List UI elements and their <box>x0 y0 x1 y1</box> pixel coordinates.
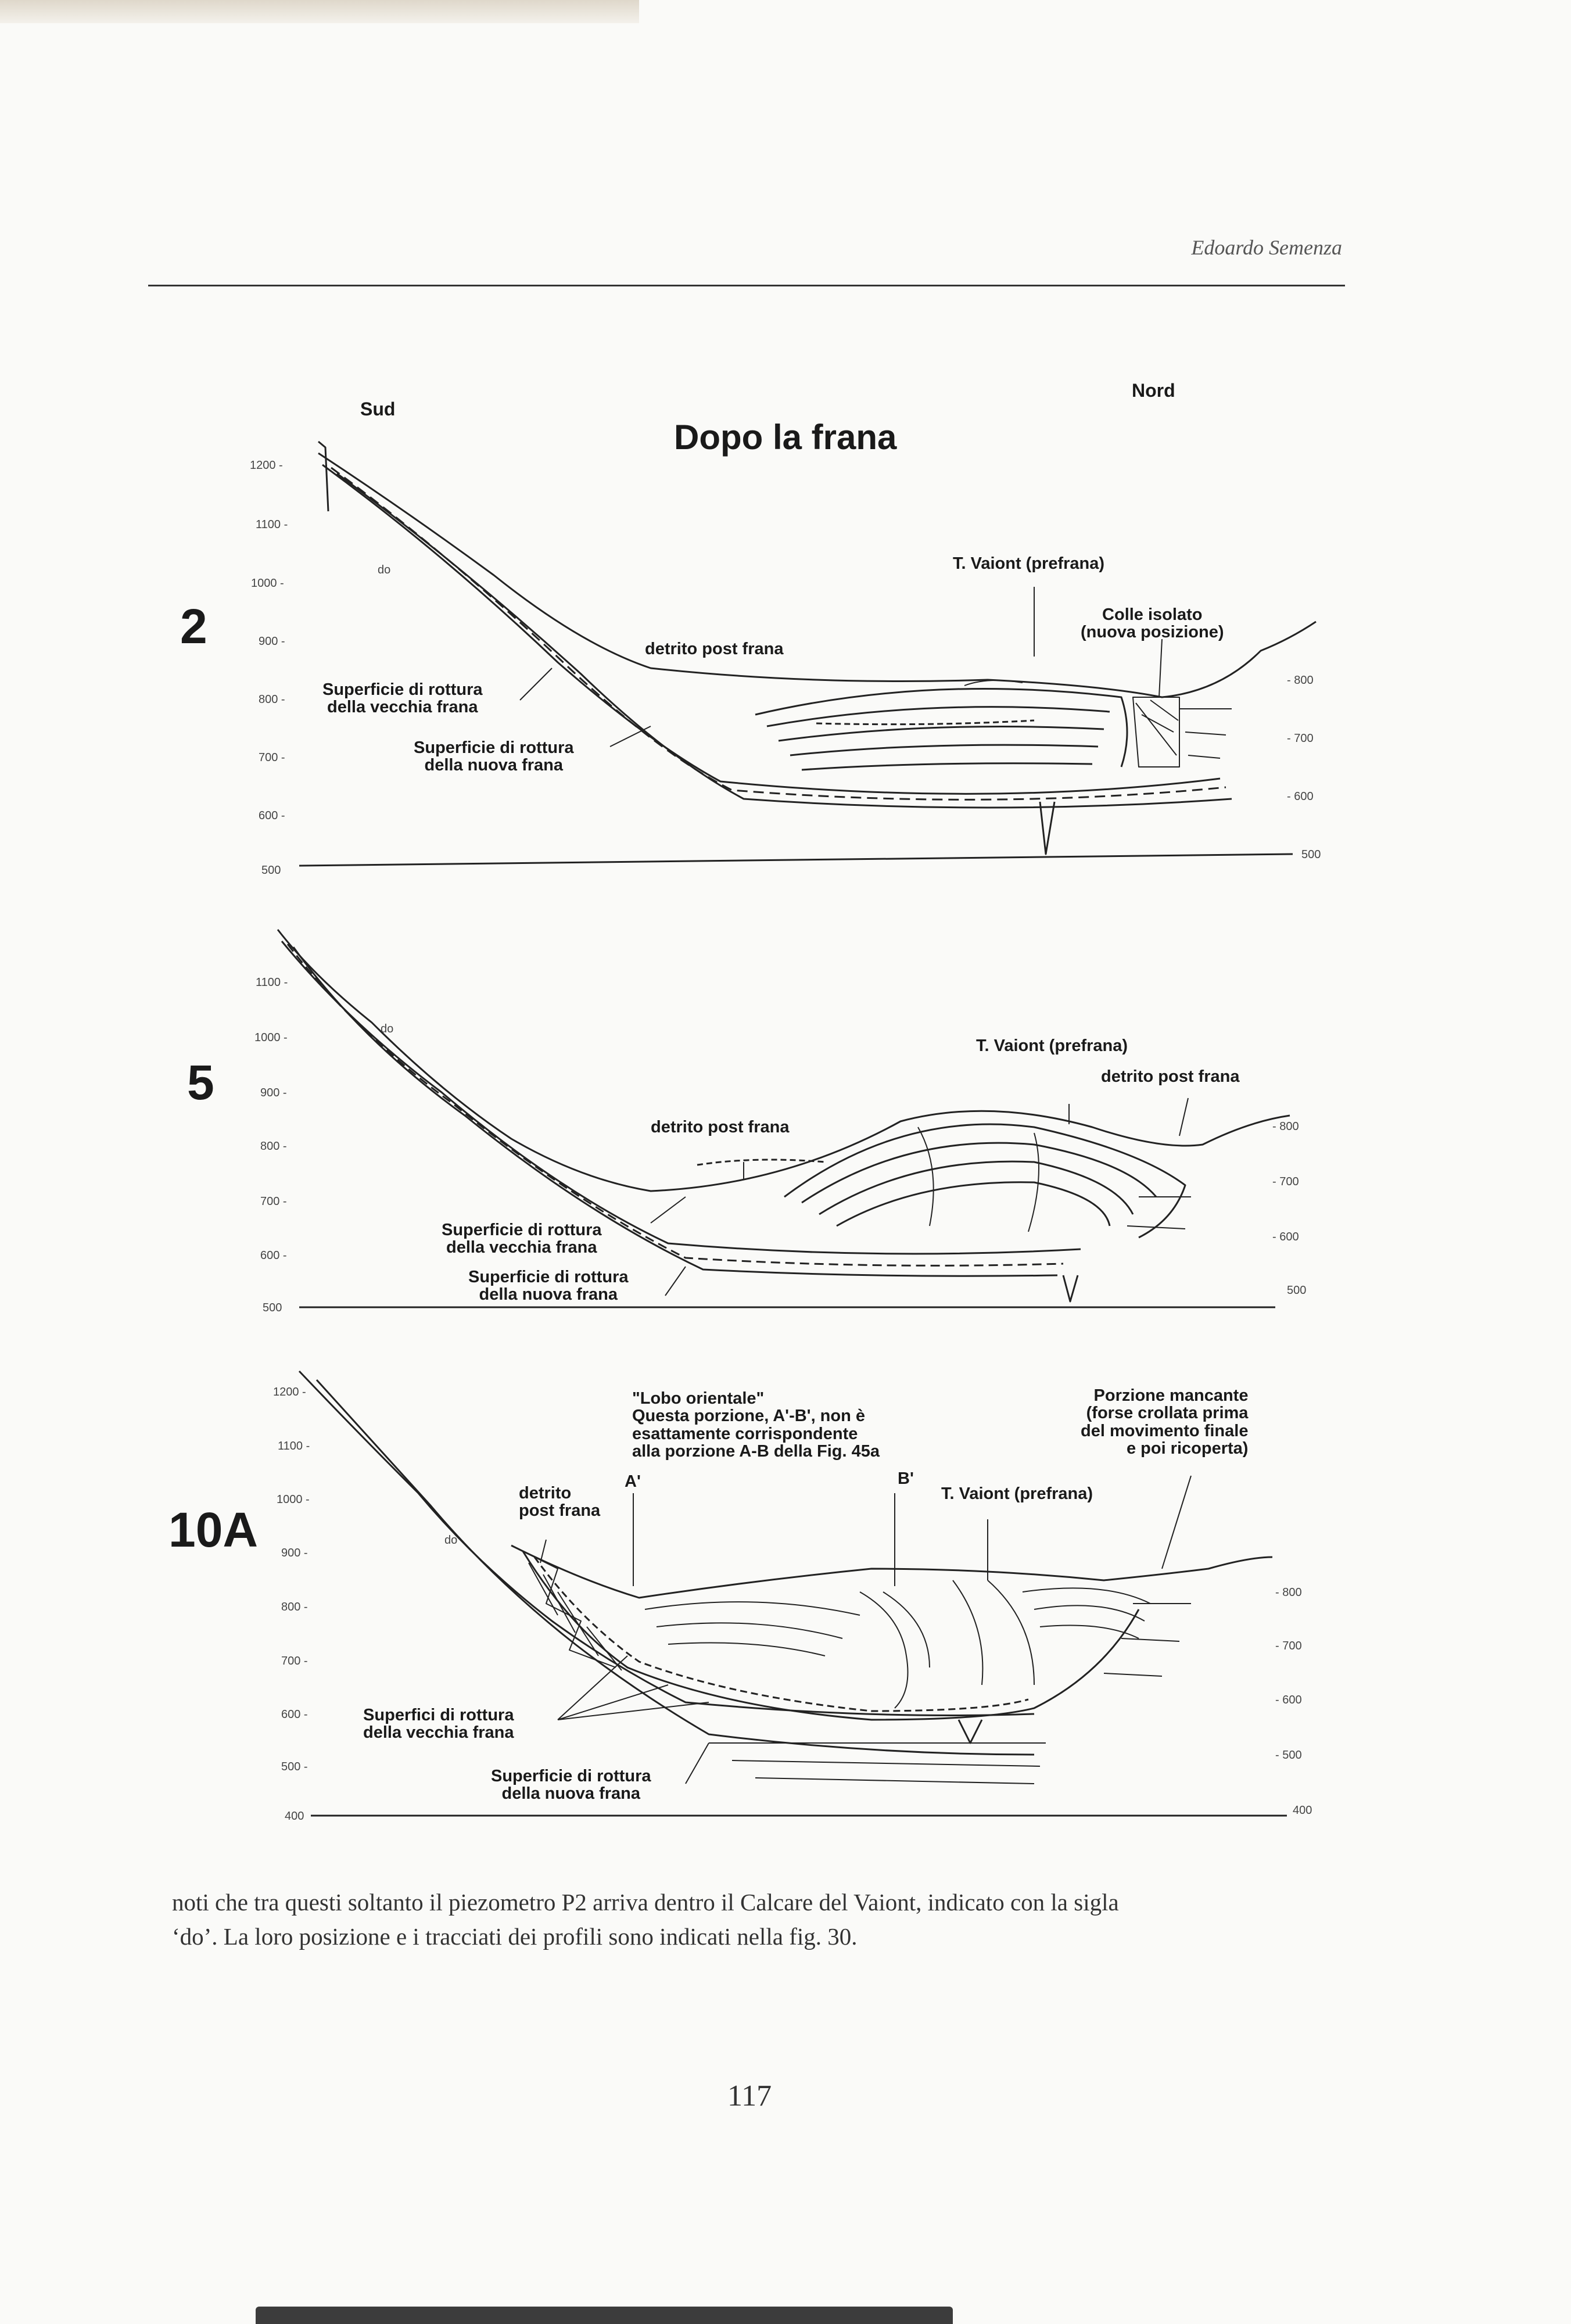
label-line: detrito <box>519 1484 572 1502</box>
axis-tick: 1000 - <box>254 1031 288 1044</box>
axis-tick: - 700 <box>1275 1640 1302 1652</box>
axis-tick: - 800 <box>1287 674 1314 687</box>
label-porzione-mancante <box>1081 1387 1248 1458</box>
axis-tick: 700 - <box>259 751 285 764</box>
axis-tick: 500 <box>1287 1284 1307 1297</box>
axis-tick: 800 - <box>281 1601 308 1613</box>
axis-tick: 600 - <box>281 1708 308 1721</box>
axis-tick: - 600 <box>1275 1694 1302 1706</box>
body-paragraph <box>172 1885 1334 1954</box>
unit-code-do: do <box>381 1023 394 1035</box>
label-line: della vecchia frana <box>446 1238 597 1257</box>
label-line: Colle isolato <box>1102 605 1203 624</box>
panel-label-10a: 10A <box>168 1502 259 1557</box>
axis-tick: 800 - <box>259 693 285 706</box>
axis-tick: 1200 - <box>250 459 283 472</box>
label-line: della nuova frana <box>501 1784 641 1803</box>
label-line: della vecchia frana <box>327 698 478 717</box>
body-line: ‘do’. La loro posizione e i tracciati dei profili sono indicati nella fig. 30. <box>172 1923 858 1950</box>
axis-tick: 500 <box>261 864 281 877</box>
axis-tick: 500 <box>1301 848 1321 861</box>
label-lobo-orientale <box>632 1390 880 1461</box>
label-line: Porzione mancante <box>1093 1386 1249 1405</box>
axis-tick: 900 - <box>281 1547 308 1559</box>
label-line: della nuova frana <box>479 1285 618 1304</box>
label-vaiont-prefrana: T. Vaiont (prefrana) <box>953 554 1105 573</box>
label-colle-isolato <box>1081 606 1224 641</box>
label-old-failure-surface <box>322 681 483 716</box>
label-line: del movimento finale <box>1081 1421 1249 1440</box>
label-line: post frana <box>519 1501 601 1520</box>
axis-tick: 1200 - <box>273 1386 306 1398</box>
label-new-failure-surface <box>468 1268 629 1304</box>
axis-tick: - 600 <box>1287 790 1314 803</box>
label-line: della nuova frana <box>424 756 564 775</box>
axis-tick: - 700 <box>1287 732 1314 745</box>
page-number: 117 <box>727 2079 772 2113</box>
axis-tick: 600 - <box>260 1249 287 1262</box>
axis-tick: 700 - <box>281 1655 308 1667</box>
axis-tick: 1100 - <box>278 1440 310 1452</box>
figure-title: Dopo la frana <box>674 418 897 457</box>
direction-north: Nord <box>1132 380 1175 401</box>
direction-south: Sud <box>360 399 396 419</box>
label-line: e poi ricoperta) <box>1126 1439 1249 1458</box>
label-line: Questa porzione, A'-B', non è <box>632 1407 866 1426</box>
axis-tick: 700 - <box>260 1195 287 1208</box>
axis-tick: - 600 <box>1272 1231 1299 1243</box>
label-detrito-post-frana-right: detrito post frana <box>1101 1067 1240 1086</box>
unit-code-do: do <box>444 1534 458 1547</box>
label-a-prime: A' <box>625 1472 641 1491</box>
axis-tick: 500 <box>263 1301 282 1314</box>
axis-tick: 1100 - <box>256 976 288 989</box>
label-old-failure-surface <box>442 1221 602 1257</box>
panel-2-profile <box>299 442 1316 866</box>
running-header-author: Edoardo Semenza <box>1191 236 1342 259</box>
label-line: (forse crollata prima <box>1086 1404 1249 1423</box>
label-line: Superficie di rottura <box>442 1221 602 1239</box>
axis-tick: 900 - <box>260 1086 287 1099</box>
label-line: Superficie di rottura <box>491 1767 651 1785</box>
label-line: esattamente corrispondente <box>632 1424 858 1443</box>
label-detrito-post-frana: detrito post frana <box>645 640 784 658</box>
label-detrito-post-frana <box>519 1484 600 1520</box>
label-new-failure-surface <box>491 1767 651 1803</box>
axis-tick: - 700 <box>1272 1175 1299 1188</box>
label-line: Superfici di rottura <box>363 1706 514 1724</box>
label-detrito-post-frana: detrito post frana <box>651 1118 790 1136</box>
panel-label-5: 5 <box>187 1055 214 1110</box>
axis-tick: 1000 - <box>251 577 284 590</box>
label-vaiont-prefrana: T. Vaiont (prefrana) <box>976 1037 1128 1055</box>
axis-tick: - 800 <box>1275 1586 1302 1599</box>
label-line: "Lobo orientale" <box>632 1389 765 1408</box>
axis-tick: 600 - <box>259 809 285 822</box>
panel-label-2: 2 <box>180 599 207 654</box>
axis-tick: - 800 <box>1272 1120 1299 1133</box>
label-line: (nuova posizione) <box>1081 623 1224 642</box>
label-new-failure-surface <box>414 739 574 774</box>
axis-tick: 400 <box>285 1810 304 1823</box>
label-vaiont-prefrana: T. Vaiont (prefrana) <box>941 1484 1093 1503</box>
axis-tick: 500 - <box>281 1760 308 1773</box>
axis-tick: 400 <box>1293 1804 1312 1817</box>
axis-tick: 900 - <box>259 635 285 648</box>
page-edge-shadow <box>256 2307 953 2324</box>
label-line: Superficie di rottura <box>322 680 483 699</box>
axis-tick: 800 - <box>260 1140 287 1153</box>
body-line: noti che tra questi soltanto il piezometro P2 arriva dentro il Calcare del Vaiont, indicato con la sigla <box>172 1889 1119 1916</box>
label-line: della vecchia frana <box>363 1723 514 1742</box>
label-b-prime: B' <box>898 1469 914 1488</box>
label-line: alla porzione A-B della Fig. 45a <box>632 1442 880 1461</box>
label-old-failure-surfaces <box>363 1706 514 1742</box>
label-line: Superficie di rottura <box>468 1268 629 1286</box>
axis-tick: 1000 - <box>277 1493 310 1506</box>
label-line: Superficie di rottura <box>414 738 574 757</box>
axis-tick: - 500 <box>1275 1749 1302 1762</box>
unit-code-do: do <box>378 564 391 576</box>
axis-tick: 1100 - <box>256 518 288 531</box>
